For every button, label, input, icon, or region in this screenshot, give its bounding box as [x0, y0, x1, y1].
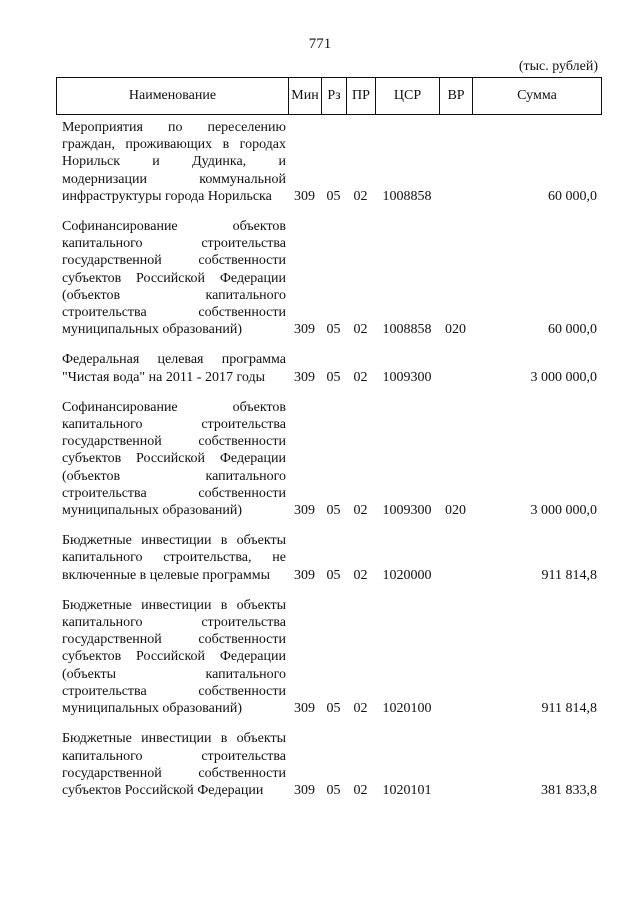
row-name: Бюджетные инвестиции в объекты капитального строительства, не включенные в целевые программы: [62, 533, 286, 583]
row-pr: 02: [353, 701, 368, 717]
row-vr: 020: [445, 322, 466, 338]
row-name: Федеральная целевая программа "Чистая вода" на 2011 - 2017 годы: [62, 352, 286, 385]
row-csr: 1008858: [382, 188, 432, 204]
row-rz: 05: [326, 782, 341, 798]
row-pr: 02: [353, 322, 368, 338]
header-sum: Сумма: [473, 78, 602, 115]
row-csr: 1020100: [382, 701, 432, 717]
row-sum: 911 814,8: [541, 567, 597, 583]
row-name: Мероприятия по переселению граждан, проживающих в городах Норильск и Дудинка, и модернизации коммунальной инфраструктуры города Норильска: [62, 120, 286, 204]
row-rz: 05: [326, 503, 341, 519]
row-sum: 60 000,0: [548, 322, 597, 338]
row-vr: 020: [445, 503, 466, 519]
row-min: 309: [294, 188, 315, 204]
row-name: Софинансирование объектов капитального строительства государственной собственности субъектов Российской Федерации (объектов капитального строительства собственности муниципальных образований): [62, 399, 286, 519]
row-sum: 381 833,8: [541, 782, 597, 798]
row-name: Бюджетные инвестиции в объекты капитального строительства государственной собственности субъектов Российской Федерации (объекты капитального строительства собственности муниципальных образований): [62, 597, 286, 717]
row-csr: 1009300: [382, 369, 432, 385]
table-body: [56, 119, 601, 812]
row-name: Бюджетные инвестиции в объекты капитального строительства государственной собственности субъектов Российской Федерации: [62, 731, 286, 798]
table-row: [56, 218, 601, 338]
header-rz: Рз: [322, 78, 347, 115]
row-rz: 05: [326, 567, 341, 583]
row-pr: 02: [353, 503, 368, 519]
row-pr: 02: [353, 369, 368, 385]
page-number: 771: [308, 36, 332, 52]
header-pr: ПР: [347, 78, 376, 115]
row-name: Софинансирование объектов капитального строительства государственной собственности субъектов Российской Федерации (объектов капитального строительства собственности муниципальных образований): [62, 219, 286, 338]
header-name: Наименование: [57, 78, 289, 115]
row-min: 309: [294, 322, 315, 338]
table-row: [56, 532, 601, 584]
row-pr: 02: [353, 567, 368, 583]
row-csr: 1009300: [382, 503, 432, 519]
units-label: (тыс. рублей): [518, 59, 598, 74]
row-rz: 05: [326, 322, 341, 338]
row-csr: 1020000: [382, 567, 432, 583]
table-row: [56, 351, 601, 385]
row-csr: 1020101: [382, 782, 432, 798]
table-row: [56, 597, 601, 717]
table-row: [56, 730, 601, 799]
row-pr: 02: [353, 188, 368, 204]
row-min: 309: [294, 782, 315, 798]
row-min: 309: [294, 503, 315, 519]
row-sum: 3 000 000,0: [530, 369, 597, 385]
row-rz: 05: [326, 369, 341, 385]
row-rz: 05: [326, 188, 341, 204]
row-pr: 02: [353, 782, 368, 798]
row-rz: 05: [326, 701, 341, 717]
header-csr: ЦСР: [376, 78, 440, 115]
table-header: [56, 77, 602, 115]
row-csr: 1008858: [382, 322, 432, 338]
row-min: 309: [294, 369, 315, 385]
row-min: 309: [294, 567, 315, 583]
table-row: [56, 399, 601, 519]
table-row: [56, 119, 601, 205]
header-vr: ВР: [440, 78, 473, 115]
row-sum: 3 000 000,0: [530, 503, 597, 519]
row-sum: 60 000,0: [548, 188, 597, 204]
header-min: Мин: [289, 78, 322, 115]
row-sum: 911 814,8: [541, 701, 597, 717]
row-min: 309: [294, 701, 315, 717]
